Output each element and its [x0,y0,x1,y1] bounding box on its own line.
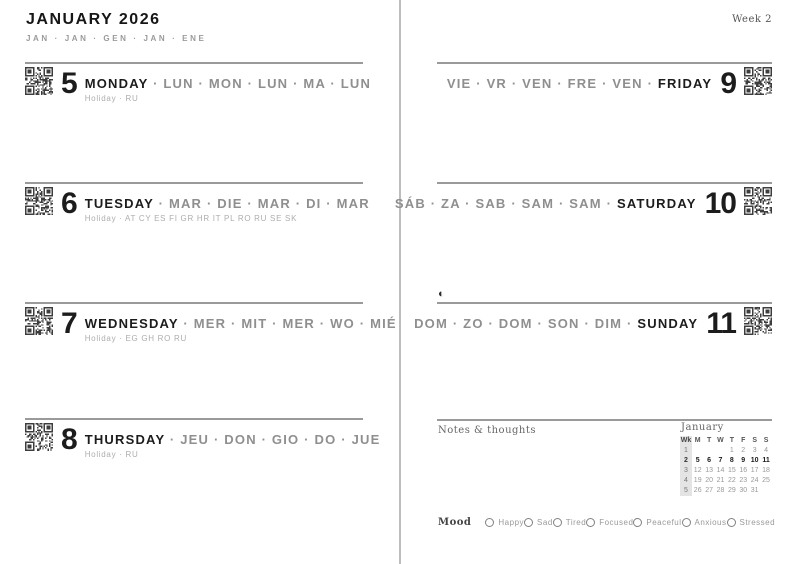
mood-option-sad[interactable] [524,518,553,527]
day-names-wednesday [85,316,397,331]
separator-dot: · [153,76,159,91]
calendar-day-cell: S [763,437,769,444]
qr-code-saturday-icon [744,187,772,215]
calendar-day-cell: T [706,437,712,444]
day-name-translations: SÁB · ZA · SAB · SAM · SAM [394,196,602,211]
calendar-day-cell: 30 [739,487,748,494]
day-name-primary: FRIDAY [657,76,713,91]
separator-dot: · [627,316,633,331]
mini-calendar [680,422,772,496]
day-names-thursday [85,432,381,447]
calendar-day-cell: 23 [739,477,748,484]
calendar-day-cell: 17 [750,467,759,474]
mood-option-label: Sad [537,518,553,527]
month-title: JANUARY 2026 [26,11,161,28]
qr-code-monday-icon [25,67,53,95]
calendar-row [680,436,772,446]
calendar-day-cell [760,486,771,496]
calendar-day-cell: 4 [764,447,768,454]
calendar-day-cell: W [717,437,724,444]
radio-circle-icon [633,518,642,527]
radio-circle-icon [553,518,562,527]
calendar-day-cell: 14 [716,467,725,474]
qr-code-thursday-icon [25,423,53,451]
mood-option-label: Happy [498,518,525,527]
calendar-day-cell: 16 [739,467,748,474]
calendar-row [680,486,772,496]
day-name-translations: JEU · DON · GIO · DO · JUE [180,432,381,447]
calendar-day-cell: F [741,437,746,444]
calendar-day-cell: 8 [729,457,734,464]
day-names-sunday [414,316,698,331]
qr-code-wednesday-icon [25,307,53,335]
day-names-friday [447,76,712,91]
calendar-day-cell: 5 [695,457,700,464]
calendar-day-cell: 12 [693,467,702,474]
calendar-week-number: 5 [680,486,692,496]
mood-option-peaceful[interactable] [633,518,681,527]
calendar-day-cell: 22 [727,477,736,484]
calendar-day-cell: M [694,437,701,444]
day-row-tuesday [25,182,370,223]
day-name-translations: MAR · DIE · MAR · DI · MAR [168,196,370,211]
separator-dot: · [606,196,613,211]
day-name-translations: MER · MIT · MER · WO · MIÉ [193,316,397,331]
calendar-week-number: 4 [680,476,692,486]
mood-option-tired[interactable] [553,518,586,527]
mood-options [485,518,775,527]
calendar-day-cell: S [752,437,757,444]
calendar-day-cell: 18 [762,467,770,474]
mood-label: Mood [438,517,472,528]
calendar-day-cell: 24 [750,477,759,484]
day-name-primary: TUESDAY [84,196,154,211]
qr-code-friday-icon [744,67,772,95]
day-number-wednesday: 7 [61,307,77,340]
moon-phase-icon: ◐ [438,288,445,300]
calendar-day-cell: 25 [762,477,770,484]
calendar-day-cell: 7 [718,457,723,464]
mood-option-label: Anxious [694,518,727,527]
calendar-day-cell: 15 [727,467,736,474]
calendar-day-cell [692,446,703,456]
day-name-translations: DOM · ZO · DOM · SON · DIM [414,316,623,331]
qr-code-sunday-icon [744,307,772,335]
radio-circle-icon [727,518,736,527]
day-number-friday: 9 [720,67,736,100]
calendar-row [680,476,772,486]
mood-option-label: Tired [565,518,587,527]
notes-section-divider [437,419,772,421]
day-number-thursday: 8 [61,423,77,456]
calendar-row [680,446,772,456]
separator-dot: · [183,316,189,331]
month-subtitle: JAN · JAN · GEN · JAN · ENE [26,34,207,43]
day-name-primary: WEDNESDAY [84,316,179,331]
day-name-primary: SUNDAY [637,316,699,331]
mood-option-happy[interactable] [485,518,524,527]
calendar-day-cell: 20 [705,477,713,484]
mini-calendar-grid [680,436,772,496]
calendar-day-cell: 2 [741,447,746,454]
day-name-primary: MONDAY [84,76,149,91]
separator-dot: · [647,76,654,91]
radio-circle-icon [524,518,533,527]
separator-dot: · [158,196,165,211]
calendar-day-cell: 3 [752,447,757,454]
calendar-day-cell: 29 [727,487,736,494]
mood-option-label: Stressed [739,518,776,527]
day-number-monday: 5 [61,67,77,100]
mood-option-label: Peaceful [646,518,682,527]
calendar-day-cell: 28 [716,487,725,494]
calendar-day-cell: 26 [693,487,702,494]
calendar-day-cell: 10 [750,457,759,464]
calendar-day-cell: 21 [716,477,725,484]
radio-circle-icon [682,518,691,527]
page-fold-divider [399,0,401,564]
day-row-monday [25,62,372,103]
holiday-note-monday: Holiday · RU [84,94,139,103]
calendar-day-cell: 13 [705,467,713,474]
day-number-sunday: 11 [706,307,736,340]
calendar-day-cell: 11 [762,457,770,464]
calendar-week-number: 2 [680,456,692,466]
calendar-day-cell: T [729,437,734,444]
calendar-day-cell [715,446,726,456]
radio-circle-icon [485,518,494,527]
day-row-friday [437,62,772,99]
mood-option-label: Focused [599,518,634,527]
calendar-row [680,456,772,466]
day-number-tuesday: 6 [61,187,77,220]
calendar-day-cell: 9 [741,457,746,464]
holiday-note-wednesday: Holiday · EG GH RO RU [84,334,187,343]
calendar-row [680,466,772,476]
day-row-wednesday [25,302,397,343]
day-name-primary: THURSDAY [84,432,166,447]
mini-calendar-title: January [681,422,724,433]
calendar-day-cell: 1 [729,447,734,454]
day-names-saturday [395,196,697,211]
day-name-primary: SATURDAY [616,196,697,211]
day-names-tuesday [85,196,370,211]
radio-circle-icon [586,518,595,527]
calendar-week-number: 1 [680,446,692,456]
right-page [394,0,776,564]
mood-option-anxious[interactable] [682,518,727,527]
day-number-saturday: 10 [704,187,736,220]
mood-option-focused[interactable] [586,518,633,527]
calendar-day-cell: 27 [705,487,713,494]
holiday-note-thursday: Holiday · RU [84,450,139,459]
calendar-day-cell [703,446,714,456]
qr-code-tuesday-icon [25,187,53,215]
day-row-sunday [414,288,772,340]
day-names-monday [85,76,371,91]
day-name-translations: VIE · VR · VEN · FRE · VEN [446,76,643,91]
day-row-saturday [394,182,772,220]
calendar-day-cell: 19 [693,477,702,484]
mood-tracker [438,517,776,528]
calendar-week-number: Wk [680,437,692,444]
left-page [25,0,397,564]
day-row-thursday [25,418,381,459]
calendar-day-cell: 31 [750,487,759,494]
mood-option-stressed[interactable] [727,518,776,527]
week-number-label: Week 2 [732,14,772,25]
calendar-week-number: 3 [680,466,692,476]
holiday-note-tuesday: Holiday · AT CY ES FI GR HR IT PL RO RU SE SK [84,214,298,223]
notes-label: Notes & thoughts [438,425,537,436]
day-name-translations: LUN · MON · LUN · MA · LUN [163,76,372,91]
separator-dot: · [169,432,176,447]
calendar-day-cell: 6 [707,457,712,464]
